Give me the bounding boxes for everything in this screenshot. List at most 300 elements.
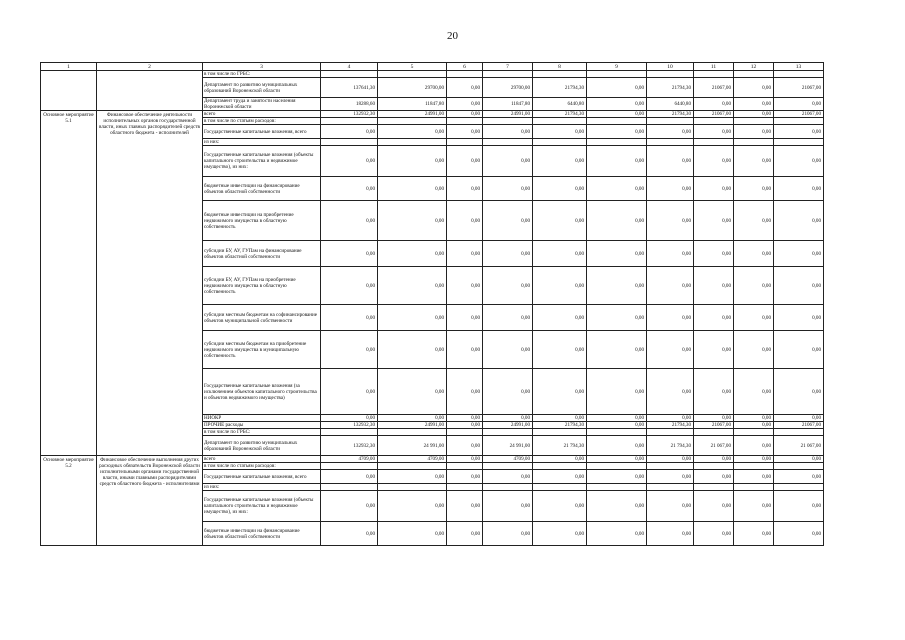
value-cell: 0,00 [647,369,694,415]
row-label: Государственные капитальные вложения, всего [203,125,321,139]
value-cell [694,118,734,125]
value-cell: 21 794,30 [533,436,587,456]
value-cell: 0,00 [533,470,587,484]
value-cell: 0,00 [483,177,533,201]
value-cell: 24991,00 [378,422,447,429]
table-row [41,111,824,118]
value-cell: 0,00 [734,78,774,98]
value-cell: 0,00 [734,369,774,415]
value-cell: 0,00 [321,331,378,369]
value-cell: 0,00 [378,415,447,422]
value-cell: 0,00 [587,456,647,463]
value-cell: 0,00 [378,201,447,241]
value-cell: 21794,30 [533,422,587,429]
value-cell [587,71,647,78]
value-cell [483,463,533,470]
column-header: 13 [774,63,824,71]
value-cell: 0,00 [587,491,647,522]
value-cell [694,71,734,78]
value-cell: 0,00 [447,98,483,111]
column-header: 10 [647,63,694,71]
value-cell: 0,00 [694,241,734,267]
value-cell: 0,00 [647,522,694,546]
value-cell: 0,00 [447,241,483,267]
value-cell [587,118,647,125]
value-cell: 0,00 [483,201,533,241]
value-cell: 0,00 [587,422,647,429]
row-label: Государственные капитальные вложения, всего [203,470,321,484]
value-cell: 0,00 [694,201,734,241]
value-cell: 0,00 [378,522,447,546]
value-cell: 0,00 [447,415,483,422]
value-cell: 24991,00 [483,422,533,429]
value-cell: 0,00 [694,522,734,546]
value-cell [378,463,447,470]
value-cell [533,118,587,125]
value-cell: 11847,80 [378,98,447,111]
row-label: из них: [203,484,321,491]
value-cell: 0,00 [587,111,647,118]
column-header: 4 [321,63,378,71]
activity-code: Основное мероприятие 5.1 [41,111,97,456]
value-cell: 21794,30 [647,78,694,98]
value-cell: 0,00 [587,201,647,241]
value-cell: 0,00 [447,267,483,305]
value-cell [734,139,774,146]
activity-name: Финансовое обеспечение деятельности исполнительных органов государственной власти, иных главных распорядителей средств областного бюджета - исполнителей [97,111,203,456]
value-cell: 0,00 [447,201,483,241]
row-label: бюджетные инвестиции на финансирование объектов областной собственности [203,522,321,546]
value-cell: 0,00 [587,470,647,484]
value-cell: 4709,00 [378,456,447,463]
value-cell: 0,00 [694,125,734,139]
value-cell: 21794,30 [533,78,587,98]
value-cell: 21794,30 [647,111,694,118]
value-cell: 0,00 [587,522,647,546]
value-cell [533,429,587,436]
value-cell: 132932,30 [321,422,378,429]
value-cell: 21794,30 [533,111,587,118]
column-header: 11 [694,63,734,71]
value-cell: 0,00 [774,146,824,177]
row-label: бюджетные инвестиции на приобретение недвижимого имущества в областную собственность [203,201,321,241]
value-cell: 0,00 [321,267,378,305]
value-cell: 29700,00 [378,78,447,98]
value-cell [533,463,587,470]
value-cell: 0,00 [734,111,774,118]
value-cell: 0,00 [774,241,824,267]
value-cell: 0,00 [587,331,647,369]
value-cell: 0,00 [774,331,824,369]
value-cell: 0,00 [378,305,447,331]
row-label: в том числе по ГРБС: [203,71,321,78]
value-cell: 0,00 [533,415,587,422]
value-cell: 0,00 [447,305,483,331]
value-cell: 0,00 [647,177,694,201]
value-cell: 11847,80 [483,98,533,111]
row-label: ПРОЧИЕ расходы [203,422,321,429]
value-cell [321,71,378,78]
value-cell: 0,00 [587,241,647,267]
value-cell: 24991,00 [378,111,447,118]
table-row [41,71,824,78]
value-cell: 0,00 [774,201,824,241]
value-cell: 0,00 [447,470,483,484]
column-header: 2 [97,63,203,71]
value-cell: 0,00 [587,369,647,415]
value-cell [774,463,824,470]
value-cell: 0,00 [694,491,734,522]
column-header: 6 [447,63,483,71]
value-cell: 0,00 [321,415,378,422]
value-cell: 0,00 [734,456,774,463]
value-cell: 24 991,00 [483,436,533,456]
value-cell: 0,00 [447,111,483,118]
value-cell: 0,00 [647,470,694,484]
value-cell: 0,00 [694,305,734,331]
value-cell: 0,00 [533,201,587,241]
value-cell: 0,00 [447,522,483,546]
value-cell: 0,00 [447,177,483,201]
value-cell: 0,00 [734,125,774,139]
row-label: Государственные капитальные вложения (объекты капитального строительства и недвижимое имущество), из них: [203,146,321,177]
value-cell: 21067,00 [774,78,824,98]
value-cell: 0,00 [734,305,774,331]
row-label: Департамент труда и занятости населения Воронежской области [203,98,321,111]
value-cell: 0,00 [483,415,533,422]
value-cell: 21067,00 [694,78,734,98]
value-cell: 0,00 [647,201,694,241]
value-cell: 0,00 [533,305,587,331]
row-label: из них: [203,139,321,146]
value-cell: 21794,30 [647,422,694,429]
row-label: в том числе по статьям расходов: [203,463,321,470]
value-cell [447,484,483,491]
value-cell: 21 067,00 [774,436,824,456]
value-cell: 0,00 [587,305,647,331]
value-cell: 0,00 [587,78,647,98]
value-cell: 0,00 [694,456,734,463]
value-cell: 0,00 [378,331,447,369]
table-body [41,63,824,546]
value-cell: 0,00 [734,241,774,267]
value-cell: 4709,00 [483,456,533,463]
row-label: субсидии БУ, АУ, ГУПам на финансирование объектов областной собственности [203,241,321,267]
value-cell [447,139,483,146]
value-cell [587,463,647,470]
value-cell: 0,00 [533,146,587,177]
value-cell [774,484,824,491]
value-cell: 0,00 [321,470,378,484]
value-cell [694,463,734,470]
column-header: 1 [41,63,97,71]
value-cell: 6440,80 [647,98,694,111]
value-cell: 0,00 [734,415,774,422]
value-cell [647,463,694,470]
value-cell: 0,00 [587,125,647,139]
value-cell [587,429,647,436]
column-header: 5 [378,63,447,71]
value-cell: 0,00 [483,305,533,331]
value-cell [533,139,587,146]
value-cell: 0,00 [321,241,378,267]
value-cell: 0,00 [647,491,694,522]
value-cell [774,118,824,125]
value-cell [694,484,734,491]
value-cell [734,484,774,491]
value-cell [647,429,694,436]
value-cell: 0,00 [378,177,447,201]
value-cell: 0,00 [647,415,694,422]
value-cell [321,139,378,146]
value-cell: 0,00 [447,146,483,177]
value-cell: 4709,00 [321,456,378,463]
value-cell [533,484,587,491]
value-cell: 21 794,30 [647,436,694,456]
value-cell: 0,00 [378,491,447,522]
value-cell [533,71,587,78]
value-cell: 137641,30 [321,78,378,98]
value-cell: 0,00 [447,436,483,456]
value-cell [774,429,824,436]
value-cell: 0,00 [533,522,587,546]
value-cell: 0,00 [321,125,378,139]
value-cell: 0,00 [378,125,447,139]
value-cell: 21067,00 [694,111,734,118]
value-cell [378,139,447,146]
value-cell: 0,00 [378,470,447,484]
page-number: 20 [447,30,458,42]
row-label: субсидии местным бюджетам на софинансирование объектов муниципальной собственности [203,305,321,331]
activity-name: Финансовое обеспечение выполнения других расходных обязательств Воронежской области исполнительными органами государственной власти, иными главными распорядителями средств областного бюджета - исполнителями [97,456,203,546]
value-cell: 0,00 [734,201,774,241]
value-cell: 0,00 [774,125,824,139]
value-cell: 0,00 [734,422,774,429]
value-cell: 0,00 [774,522,824,546]
value-cell: 0,00 [694,470,734,484]
value-cell: 6440,80 [533,98,587,111]
value-cell: 0,00 [447,456,483,463]
column-header: 9 [587,63,647,71]
row-label: в том числе по статьям расходов: [203,118,321,125]
value-cell: 0,00 [647,331,694,369]
value-cell: 0,00 [321,491,378,522]
value-cell: 0,00 [774,177,824,201]
value-cell [734,429,774,436]
value-cell: 0,00 [587,436,647,456]
activity-name [97,71,203,111]
value-cell [321,429,378,436]
value-cell: 0,00 [647,241,694,267]
value-cell: 132932,30 [321,111,378,118]
value-cell: 0,00 [694,331,734,369]
value-cell: 0,00 [734,436,774,456]
value-cell [483,429,533,436]
value-cell: 0,00 [734,146,774,177]
value-cell [483,118,533,125]
value-cell [647,118,694,125]
row-label: Департамент по развитию муниципальных образований Воронежской области [203,78,321,98]
value-cell: 0,00 [734,491,774,522]
value-cell: 0,00 [483,241,533,267]
row-label: бюджетные инвестиции на финансирование объектов областной собственности [203,177,321,201]
value-cell: 0,00 [447,331,483,369]
value-cell: 0,00 [483,146,533,177]
value-cell: 0,00 [378,146,447,177]
value-cell [447,118,483,125]
value-cell: 0,00 [533,369,587,415]
value-cell: 0,00 [647,146,694,177]
value-cell: 0,00 [734,98,774,111]
value-cell: 21067,00 [694,422,734,429]
column-header: 8 [533,63,587,71]
value-cell: 0,00 [774,415,824,422]
value-cell: 0,00 [694,267,734,305]
value-cell: 0,00 [447,369,483,415]
value-cell: 0,00 [734,267,774,305]
value-cell: 0,00 [447,125,483,139]
row-label: Государственные капитальные вложения (объекты капитального строительства и недвижимое имущество), из них: [203,491,321,522]
value-cell: 0,00 [533,331,587,369]
value-cell: 21 067,00 [694,436,734,456]
value-cell: 0,00 [533,456,587,463]
value-cell: 0,00 [587,415,647,422]
value-cell [734,463,774,470]
value-cell [447,429,483,436]
value-cell: 0,00 [533,491,587,522]
value-cell [774,71,824,78]
budget-table [40,62,824,546]
value-cell [378,71,447,78]
value-cell: 0,00 [774,456,824,463]
value-cell: 0,00 [483,522,533,546]
row-label: всего [203,456,321,463]
row-label: в том числе по ГРБС: [203,429,321,436]
value-cell: 0,00 [774,98,824,111]
value-cell [694,139,734,146]
value-cell: 0,00 [774,369,824,415]
value-cell [774,139,824,146]
value-cell: 29700,00 [483,78,533,98]
value-cell [647,71,694,78]
value-cell: 0,00 [321,177,378,201]
value-cell [321,463,378,470]
value-cell: 0,00 [734,470,774,484]
value-cell: 21067,00 [774,111,824,118]
value-cell [587,139,647,146]
value-cell [447,463,483,470]
value-cell: 24991,00 [483,111,533,118]
row-label: субсидии БУ, АУ, ГУПам на приобретение недвижимого имущества в областную собственность [203,267,321,305]
value-cell [483,139,533,146]
value-cell: 0,00 [533,241,587,267]
row-label: НИОКР [203,415,321,422]
value-cell: 0,00 [694,177,734,201]
value-cell: 0,00 [483,369,533,415]
value-cell [378,118,447,125]
row-label: Департамент по развитию муниципальных образований Воронежской области [203,436,321,456]
value-cell: 0,00 [483,470,533,484]
value-cell: 0,00 [483,331,533,369]
value-cell: 0,00 [378,369,447,415]
activity-code [41,71,97,111]
value-cell: 0,00 [734,177,774,201]
value-cell: 0,00 [533,267,587,305]
value-cell: 0,00 [321,201,378,241]
value-cell: 132932,30 [321,436,378,456]
value-cell: 0,00 [647,305,694,331]
value-cell [587,484,647,491]
value-cell: 0,00 [587,267,647,305]
value-cell: 0,00 [447,78,483,98]
value-cell: 0,00 [774,491,824,522]
value-cell: 0,00 [774,470,824,484]
value-cell: 0,00 [483,491,533,522]
value-cell: 0,00 [321,522,378,546]
activity-code: Основное мероприятие 5.2 [41,456,97,546]
column-header: 7 [483,63,533,71]
row-label: всего [203,111,321,118]
row-label: субсидии местным бюджетам на приобретение недвижимого имущества в муниципальную собственность [203,331,321,369]
value-cell: 0,00 [694,146,734,177]
value-cell: 0,00 [647,267,694,305]
table-row [41,456,824,463]
value-cell [378,429,447,436]
value-cell: 18288,60 [321,98,378,111]
value-cell: 0,00 [587,98,647,111]
value-cell: 0,00 [694,98,734,111]
value-cell [447,71,483,78]
row-label: Государственные капитальные вложения (за исключением объектов капитального строительства и объектов недвижимого имущества) [203,369,321,415]
value-cell: 0,00 [587,177,647,201]
column-header: 3 [203,63,321,71]
value-cell: 0,00 [774,305,824,331]
value-cell: 0,00 [694,415,734,422]
value-cell [694,429,734,436]
column-header: 12 [734,63,774,71]
value-cell: 0,00 [647,456,694,463]
value-cell [734,71,774,78]
value-cell: 0,00 [321,146,378,177]
value-cell [734,118,774,125]
value-cell: 0,00 [483,267,533,305]
value-cell [321,484,378,491]
value-cell [483,71,533,78]
value-cell [321,118,378,125]
value-cell: 0,00 [734,522,774,546]
value-cell: 21067,00 [774,422,824,429]
value-cell: 0,00 [321,369,378,415]
value-cell: 0,00 [533,177,587,201]
value-cell: 0,00 [483,125,533,139]
value-cell: 0,00 [378,241,447,267]
value-cell: 0,00 [321,305,378,331]
value-cell: 0,00 [734,331,774,369]
value-cell: 24 991,00 [378,436,447,456]
value-cell [647,484,694,491]
value-cell: 0,00 [378,267,447,305]
value-cell: 0,00 [774,267,824,305]
value-cell: 0,00 [447,422,483,429]
value-cell: 0,00 [647,125,694,139]
value-cell: 0,00 [587,146,647,177]
value-cell: 0,00 [447,491,483,522]
value-cell [647,139,694,146]
value-cell [378,484,447,491]
value-cell: 0,00 [533,125,587,139]
value-cell [483,484,533,491]
column-header-row [41,63,824,71]
